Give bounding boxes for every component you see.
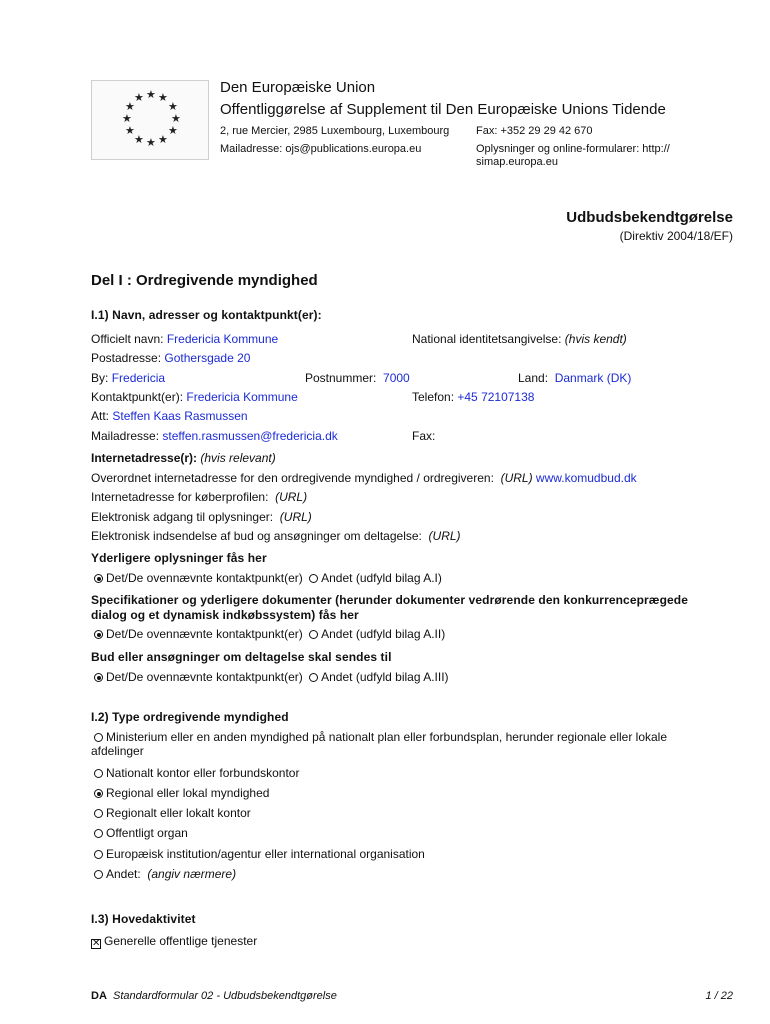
internet-row [91,451,276,465]
header-fax: Fax: +352 29 29 42 670 [476,125,593,137]
contact-label: Kontaktpunkt(er): [91,390,184,404]
star-icon: ★ [158,134,168,146]
submit-url-hint: (URL) [428,529,461,543]
header-title: Offentliggørelse af Supplement til Den Europæiske Unions Tidende [220,101,666,118]
radio-other-icon[interactable] [309,574,318,583]
s13-title: I.3) Hovedaktivitet [91,912,196,926]
more-info-other-label: Andet (udfyld bilag A.I) [321,571,442,585]
specs-other-label: Andet (udfyld bilag A.II) [321,627,446,641]
footer-lang: DA [91,990,107,1002]
access-url-hint: (URL) [279,510,312,524]
footer-form: Standardformular 02 - Udbudsbekendtgørelse [113,990,337,1002]
s12-opt2 [94,766,299,780]
bids-other-label: Andet (udfyld bilag A.III) [321,670,449,684]
att-row [91,409,248,423]
radio-other-icon[interactable] [309,673,318,682]
postcode-label: Postnummer: [305,371,377,385]
submit-url-label: Elektronisk indsendelse af bud og ansøgninger om deltagelse: [91,529,422,543]
radio-icon[interactable] [94,809,103,818]
access-url-label: Elektronisk adgang til oplysninger: [91,510,274,524]
country-value: Danmark (DK) [554,371,632,385]
specs-title-2: dialog og et dynamisk indkøbssystem) fås her [91,608,359,622]
s12-opt7-label: Andet: [106,867,141,881]
star-icon: ★ [171,113,181,125]
s12-opt7-hint: (angiv nærmere) [147,867,237,881]
s12-opt6-label: Europæisk institution/agentur eller international organisation [106,847,425,861]
postal-value: Gothersgade 20 [164,351,251,365]
header-mail: Mailadresse: ojs@publications.europa.eu [220,143,422,155]
general-url-hint: (URL) [500,471,533,485]
phone-value: +45 72107138 [457,390,535,404]
bids-options [94,670,449,684]
specs-options [94,627,445,641]
part1-title: Del I : Ordregivende myndighed [91,272,318,289]
official-name-label: Officielt navn: [91,332,164,346]
national-id-label: National identitetsangivelse: [412,332,562,346]
contact-value: Fredericia Kommune [186,390,298,404]
postcode-value: 7000 [383,371,410,385]
s12-opt1-cont: afdelinger [91,744,144,758]
official-name-row [91,332,278,346]
checkbox-checked-icon[interactable]: ✕ [92,938,101,949]
country-label: Land: [518,371,549,385]
header-online-1: Oplysninger og online-formularer: http:// [476,143,670,155]
radio-other-icon[interactable] [309,630,318,639]
bids-contact-label: Det/De ovennævnte kontaktpunkt(er) [106,670,303,684]
header-address: 2, rue Mercier, 2985 Luxembourg, Luxembourg [220,125,450,137]
national-id-value: (hvis kendt) [564,332,627,346]
s13-opt1 [91,934,257,949]
star-icon: ★ [146,89,156,101]
buyer-url-row [91,490,307,504]
phone-row [412,390,534,404]
footer-page: 1 / 22 [705,990,733,1002]
internet-label: Internetadresse(r): [91,451,198,465]
s12-opt3-label: Regional eller lokal myndighed [106,786,270,800]
specs-title-1: Specifikationer og yderligere dokumenter (herunder dokumenter vedrørende den konkurrenceprægede [91,593,688,607]
star-icon: ★ [125,101,135,113]
specs-contact-label: Det/De ovennævnte kontaktpunkt(er) [106,627,303,641]
notice-directive: (Direktiv 2004/18/EF) [619,229,733,243]
general-url-row [91,471,637,485]
radio-icon[interactable] [94,850,103,859]
more-info-title: Yderligere oplysninger fås her [91,551,267,565]
internet-hint: (hvis relevant) [200,451,276,465]
s12-title: I.2) Type ordregivende myndighed [91,710,289,724]
star-icon: ★ [134,92,144,104]
header-org: Den Europæiske Union [220,79,376,96]
radio-icon[interactable] [94,733,103,742]
star-icon: ★ [158,92,168,104]
more-info-options [94,571,442,585]
postal-label: Postadresse: [91,351,162,365]
radio-icon[interactable] [94,870,103,879]
email-value: steffen.rasmussen@fredericia.dk [162,429,338,443]
star-icon: ★ [146,137,156,149]
email-label: Mailadresse: [91,429,160,443]
star-icon: ★ [122,113,132,125]
footer-left [91,990,337,1002]
radio-icon[interactable] [94,769,103,778]
submit-url-row [91,529,461,543]
national-id-row [412,332,627,346]
radio-selected-icon[interactable] [94,789,103,798]
s12-opt5 [94,826,188,840]
email-row [91,429,338,443]
general-url-label: Overordnet internetadresse for den ordregivende myndighed / ordregiveren: [91,471,494,485]
radio-contact-selected-icon[interactable] [94,630,103,639]
contact-row [91,390,298,404]
phone-label: Telefon: [412,390,455,404]
s11-title: I.1) Navn, adresser og kontaktpunkt(er): [91,308,322,322]
s13-opt1-label: Generelle offentlige tjenester [104,934,258,948]
bids-title: Bud eller ansøgninger om deltagelse skal sendes til [91,650,392,664]
city-row [91,371,165,385]
fax-label: Fax: [412,429,436,443]
postcode-row [305,371,410,385]
city-value: Fredericia [111,371,166,385]
eu-flag-logo [91,80,209,160]
general-url-value: www.komudbud.dk [535,471,637,485]
star-icon: ★ [168,125,178,137]
radio-icon[interactable] [94,829,103,838]
access-url-row [91,510,312,524]
buyer-url-hint: (URL) [275,490,308,504]
star-icon: ★ [125,125,135,137]
notice-title: Udbudsbekendtgørelse [566,209,733,226]
star-icon: ★ [134,134,144,146]
s12-opt5-label: Offentligt organ [106,826,188,840]
country-row [518,371,631,385]
s12-opt1-label: Ministerium eller en anden myndighed på nationalt plan eller forbundsplan, herunder regionale eller lokale [106,730,668,744]
radio-contact-selected-icon[interactable] [94,673,103,682]
s12-opt4 [94,806,251,820]
s12-opt6 [94,847,425,861]
buyer-url-label: Internetadresse for køberprofilen: [91,490,269,504]
star-icon: ★ [168,101,178,113]
official-name-value: Fredericia Kommune [166,332,279,346]
city-label: By: [91,371,109,385]
header-online-2: simap.europa.eu [476,156,558,168]
s12-opt1 [94,730,667,744]
s12-opt4-label: Regionalt eller lokalt kontor [106,806,251,820]
att-label: Att: [91,409,110,423]
postal-row [91,351,250,365]
radio-contact-selected-icon[interactable] [94,574,103,583]
s12-opt7 [94,867,236,881]
s12-opt3 [94,786,269,800]
s12-opt2-label: Nationalt kontor eller forbundskontor [106,766,300,780]
att-value: Steffen Kaas Rasmussen [112,409,248,423]
more-info-contact-label: Det/De ovennævnte kontaktpunkt(er) [106,571,303,585]
